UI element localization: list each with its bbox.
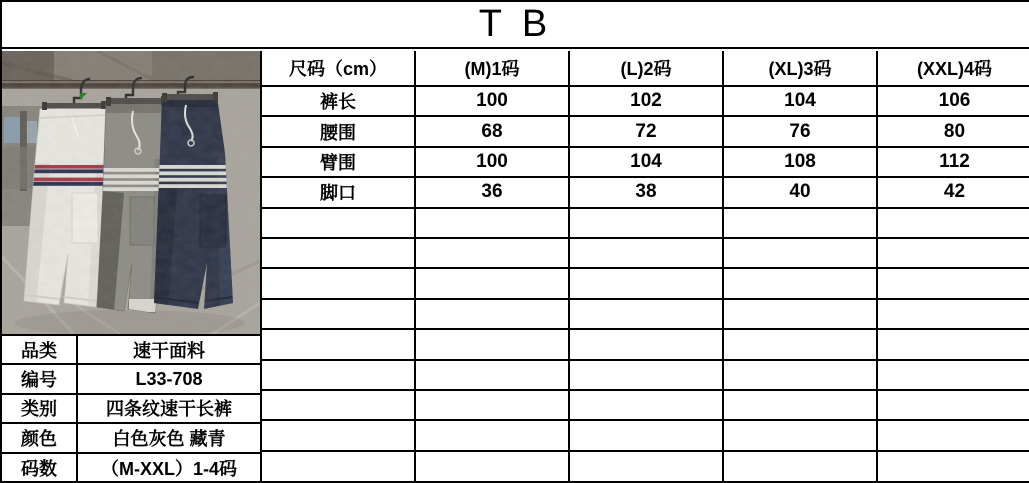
measurement-label: 腰围 [261, 116, 415, 146]
measurement-value: 72 [569, 116, 723, 146]
measurement-value: 36 [415, 177, 569, 207]
empty-cell [261, 390, 415, 420]
measurement-value: 38 [569, 177, 723, 207]
measurement-row [261, 147, 1029, 177]
measurement-value: 76 [723, 116, 877, 146]
empty-cell [569, 329, 723, 359]
info-row [2, 423, 260, 452]
empty-row [261, 451, 1029, 481]
empty-cell [569, 268, 723, 298]
measurement-value: 102 [569, 86, 723, 116]
info-label: 编号 [2, 364, 77, 393]
size-column-header: (XL)3码 [723, 51, 877, 86]
empty-cell [877, 208, 1029, 238]
empty-row [261, 390, 1029, 420]
measurement-row [261, 116, 1029, 146]
info-value: （M-XXL）1-4码 [77, 453, 260, 482]
info-row [2, 364, 260, 393]
empty-cell [569, 360, 723, 390]
empty-cell [415, 451, 569, 481]
info-label: 颜色 [2, 423, 77, 452]
empty-cell [569, 420, 723, 450]
size-column-header: (M)1码 [415, 51, 569, 86]
empty-cell [877, 299, 1029, 329]
empty-cell [415, 299, 569, 329]
empty-cell [569, 299, 723, 329]
empty-cell [415, 329, 569, 359]
product-info-table [2, 334, 260, 482]
empty-row [261, 208, 1029, 238]
page-title: T B [2, 2, 1029, 49]
measurement-value: 42 [877, 177, 1029, 207]
empty-row [261, 238, 1029, 268]
empty-cell [261, 208, 415, 238]
empty-cell [723, 360, 877, 390]
empty-cell [261, 299, 415, 329]
empty-cell [877, 390, 1029, 420]
empty-row [261, 299, 1029, 329]
empty-cell [569, 238, 723, 268]
measurement-value: 104 [569, 147, 723, 177]
size-table-body [261, 86, 1029, 481]
info-label: 码数 [2, 453, 77, 482]
empty-cell [569, 208, 723, 238]
size-unit-header: 尺码（cm） [261, 51, 415, 86]
info-value: 白色灰色 藏青 [77, 423, 260, 452]
empty-cell [723, 268, 877, 298]
empty-cell [877, 238, 1029, 268]
measurement-value: 68 [415, 116, 569, 146]
empty-cell [415, 390, 569, 420]
empty-row [261, 268, 1029, 298]
info-row [2, 394, 260, 423]
measurement-value: 104 [723, 86, 877, 116]
empty-cell [723, 238, 877, 268]
measurement-row [261, 86, 1029, 116]
measurement-value: 108 [723, 147, 877, 177]
measurement-value: 100 [415, 147, 569, 177]
empty-cell [723, 390, 877, 420]
empty-cell [261, 451, 415, 481]
pants-photo-illustration [2, 51, 260, 334]
measurement-label: 裤长 [261, 86, 415, 116]
measurement-value: 100 [415, 86, 569, 116]
empty-row [261, 329, 1029, 359]
info-label: 品类 [2, 335, 77, 364]
empty-cell [877, 451, 1029, 481]
info-label: 类别 [2, 394, 77, 423]
empty-cell [415, 208, 569, 238]
empty-row [261, 360, 1029, 390]
info-value: 四条纹速干长裤 [77, 394, 260, 423]
empty-cell [877, 329, 1029, 359]
empty-cell [723, 420, 877, 450]
measurement-value: 80 [877, 116, 1029, 146]
empty-cell [569, 390, 723, 420]
empty-cell [415, 420, 569, 450]
info-value: L33-708 [77, 364, 260, 393]
empty-cell [261, 238, 415, 268]
info-row [2, 453, 260, 482]
info-value: 速干面料 [77, 335, 260, 364]
empty-cell [261, 360, 415, 390]
empty-cell [569, 451, 723, 481]
empty-cell [415, 238, 569, 268]
measurement-row [261, 177, 1029, 207]
empty-cell [723, 208, 877, 238]
size-table-header [261, 51, 1029, 86]
size-column-header: (L)2码 [569, 51, 723, 86]
measurement-label: 脚口 [261, 177, 415, 207]
empty-cell [723, 329, 877, 359]
info-row [2, 335, 260, 364]
empty-cell [877, 360, 1029, 390]
measurement-value: 40 [723, 177, 877, 207]
measurement-value: 106 [877, 86, 1029, 116]
empty-row [261, 420, 1029, 450]
empty-cell [415, 268, 569, 298]
empty-cell [723, 299, 877, 329]
empty-cell [261, 329, 415, 359]
empty-cell [877, 268, 1029, 298]
product-info-body [2, 335, 260, 482]
empty-cell [415, 360, 569, 390]
product-photo [2, 51, 260, 334]
empty-cell [261, 268, 415, 298]
measurement-value: 112 [877, 147, 1029, 177]
marble-texture [2, 51, 260, 334]
size-table [260, 51, 1029, 481]
empty-cell [261, 420, 415, 450]
measurement-label: 臂围 [261, 147, 415, 177]
empty-cell [877, 420, 1029, 450]
size-column-header: (XXL)4码 [877, 51, 1029, 86]
empty-cell [723, 451, 877, 481]
